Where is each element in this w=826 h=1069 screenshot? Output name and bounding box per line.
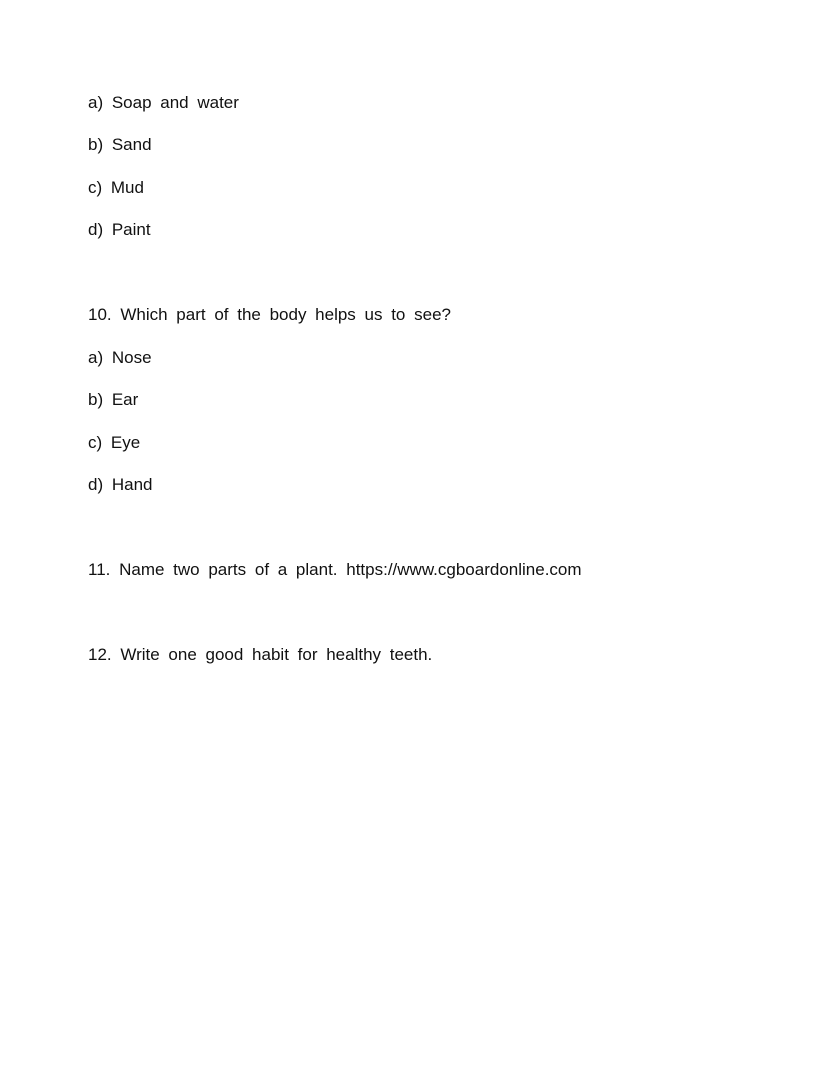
option-d-hand: d) Hand xyxy=(88,475,153,494)
option-a-soap-and-water: a) Soap and water xyxy=(88,93,239,112)
question-12: 12. Write one good habit for healthy teeth. xyxy=(88,645,433,664)
option-c-mud: c) Mud xyxy=(88,178,144,197)
option-a-nose: a) Nose xyxy=(88,348,152,367)
option-d-paint: d) Paint xyxy=(88,220,151,239)
question-10: 10. Which part of the body helps us to see? xyxy=(88,305,451,324)
option-b-ear: b) Ear xyxy=(88,390,139,409)
option-c-eye: c) Eye xyxy=(88,433,141,452)
question-11: 11. Name two parts of a plant. https://www.cgboardonline.com xyxy=(88,560,582,579)
option-b-sand: b) Sand xyxy=(88,135,152,154)
